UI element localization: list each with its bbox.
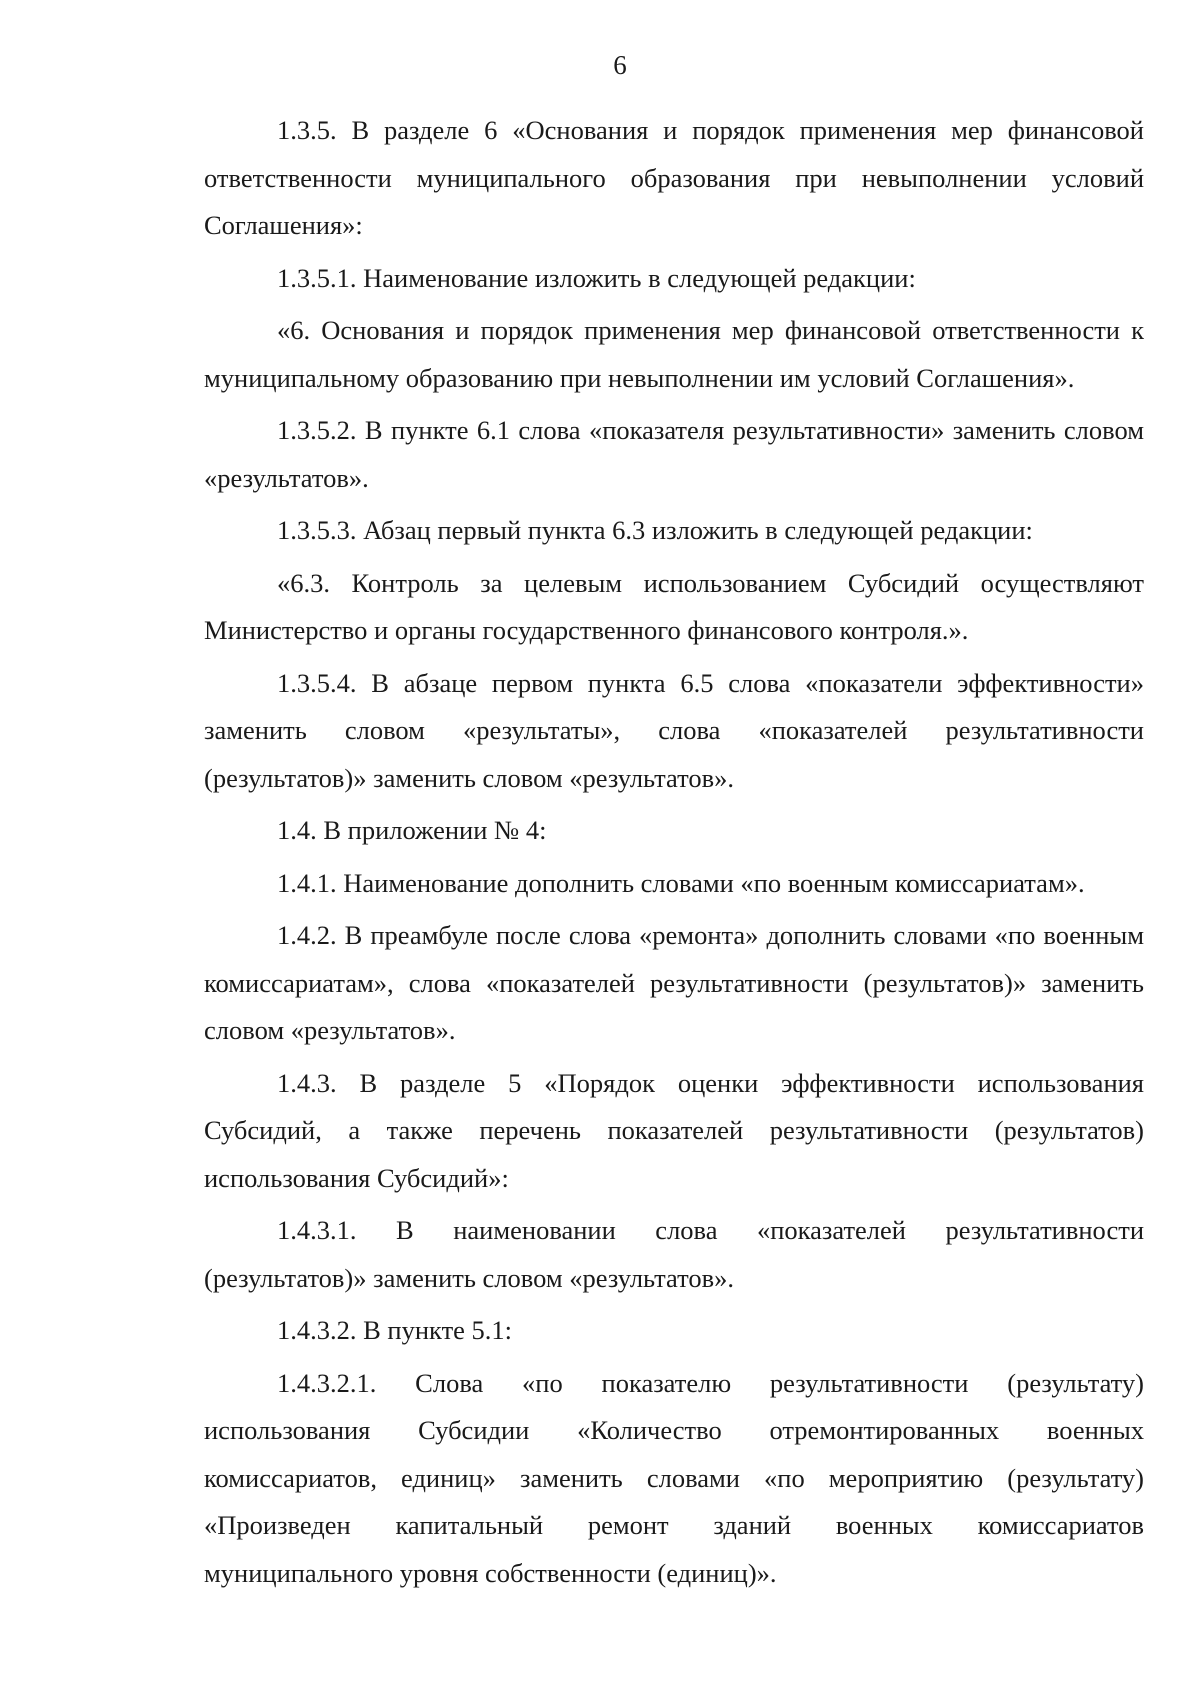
paragraph-1-3-5-4: 1.3.5.4. В абзаце первом пункта 6.5 слова «показатели эффективности» заменить словом «результаты», слова «показателей результативности (результатов)» заменить словом «результатов». [204, 667, 1144, 793]
paragraph-1-3-5-3: 1.3.5.3. Абзац первый пункта 6.3 изложить в следующей редакции: [277, 515, 1033, 545]
page-number: 6 [613, 50, 627, 80]
paragraph-6-3-text: «6.3. Контроль за целевым использованием Субсидий осуществляют Министерство и органы государственного финансового контроля.». [204, 567, 1144, 645]
paragraph-section-6-title: «6. Основания и порядок применения мер финансовой ответственности к муниципальному образованию при невыполнении им условий Соглашения». [204, 315, 1144, 393]
paragraph-1-4-1: 1.4.1. Наименование дополнить словами «по военным комиссариатам». [277, 867, 1085, 898]
paragraph-1-4-3-1: 1.4.3.1. В наименовании слова «показателей результативности (результатов)» заменить словом «результатов». [204, 1215, 1144, 1293]
paragraph-1-4-3: 1.4.3. В разделе 5 «Порядок оценки эффективности использования Субсидий, а также перечень показателей результативности (результатов) использования Субсидий»: [204, 1067, 1144, 1193]
paragraph-1-3-5-1: 1.3.5.1. Наименование изложить в следующей редакции: [277, 262, 916, 293]
paragraph-1-4-3-2: 1.4.3.2. В пункте 5.1: [277, 1315, 513, 1345]
document-body [204, 107, 1144, 1602]
paragraph-1-4: 1.4. В приложении № 4: [277, 815, 547, 845]
paragraph-1-3-5-2: 1.3.5.2. В пункте 6.1 слова «показателя результативности» заменить словом «результатов». [204, 415, 1144, 493]
paragraph-1-4-2: 1.4.2. В преамбуле после слова «ремонта» дополнить словами «по военным комиссариатам», слова «показателей результативности (результатов)» заменить словом «результатов». [204, 920, 1144, 1045]
paragraph-1-4-3-2-1: 1.4.3.2.1. Слова «по показателю результативности (результату) использования Субсидии «Количество отремонтированных военных комиссариатов, единиц» заменить словами «по мероприятию (результату) «Произведен капитальный ремонт зданий военных комиссариатов муниципального уровня собственности (единиц)». [204, 1367, 1144, 1588]
paragraph-1-3-5: 1.3.5. В разделе 6 «Основания и порядок применения мер финансовой ответственности муниципального образования при невыполнении условий Соглашения»: [204, 115, 1144, 240]
